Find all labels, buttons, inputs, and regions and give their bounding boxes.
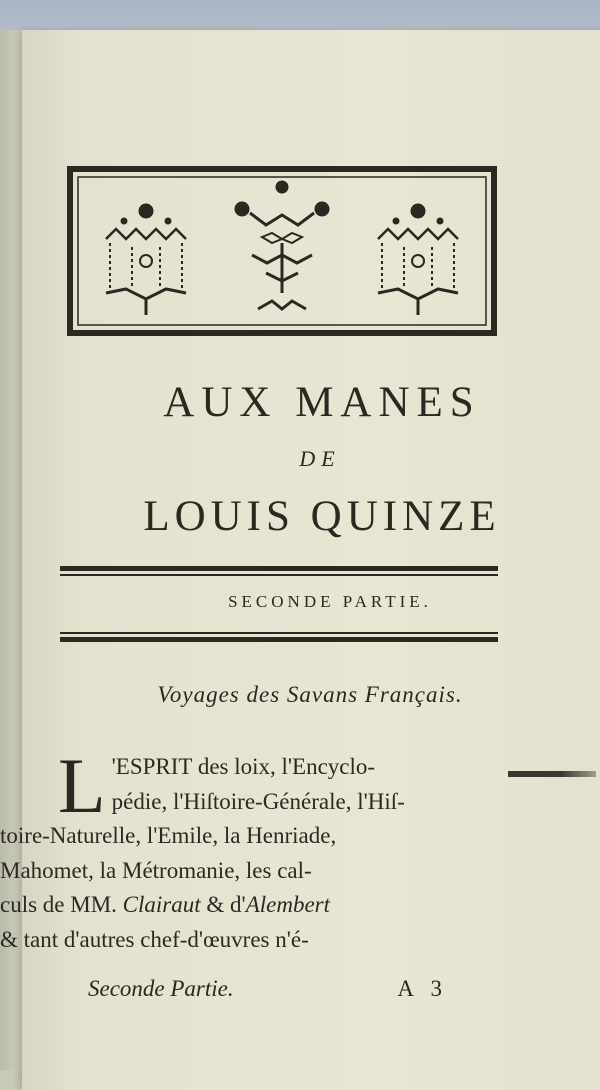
- section-title: Voyages des Savans Français.: [157, 682, 463, 707]
- body-line-6: & tant d'autres chef-d'œuvres n'é-: [0, 926, 309, 952]
- name-clairaut: Clairaut: [122, 892, 201, 917]
- title-line-1: AUX MANES: [163, 379, 481, 426]
- page-marker: A 3: [397, 976, 448, 1001]
- body-line-5: [0, 888, 510, 923]
- name-alembert: Alembert: [245, 892, 330, 917]
- body-line-4-text: Mahomet, la Métromanie, les cal-: [0, 857, 312, 883]
- title-line-2: DE: [299, 446, 341, 471]
- drop-cap: L: [58, 742, 106, 829]
- body-line-5-c: & d': [200, 892, 246, 917]
- rule-top: [60, 566, 498, 576]
- body-line-4: [0, 854, 510, 889]
- body-line-2: pédie, l'Hiſtoire-Générale, l'Hiſ-: [111, 788, 405, 814]
- title-line-3: LOUIS QUINZE: [143, 493, 501, 540]
- body-line-3: toire-Naturelle, l'Emile, la Henriade,: [0, 823, 337, 848]
- body-line-5-a: culs de MM.: [0, 892, 123, 917]
- bleed-through-mark: [508, 771, 596, 777]
- signature-label: Seconde Partie.: [88, 976, 234, 1001]
- part-title: SECONDE PARTIE.: [228, 592, 432, 611]
- body-line-1: 'ESPRIT des loix, l'Encyclo-: [111, 754, 376, 779]
- floral-headpiece-ornament-icon: [66, 163, 498, 339]
- page-footer: [88, 976, 448, 1002]
- rule-bottom: [60, 632, 498, 642]
- body-text: [0, 742, 510, 957]
